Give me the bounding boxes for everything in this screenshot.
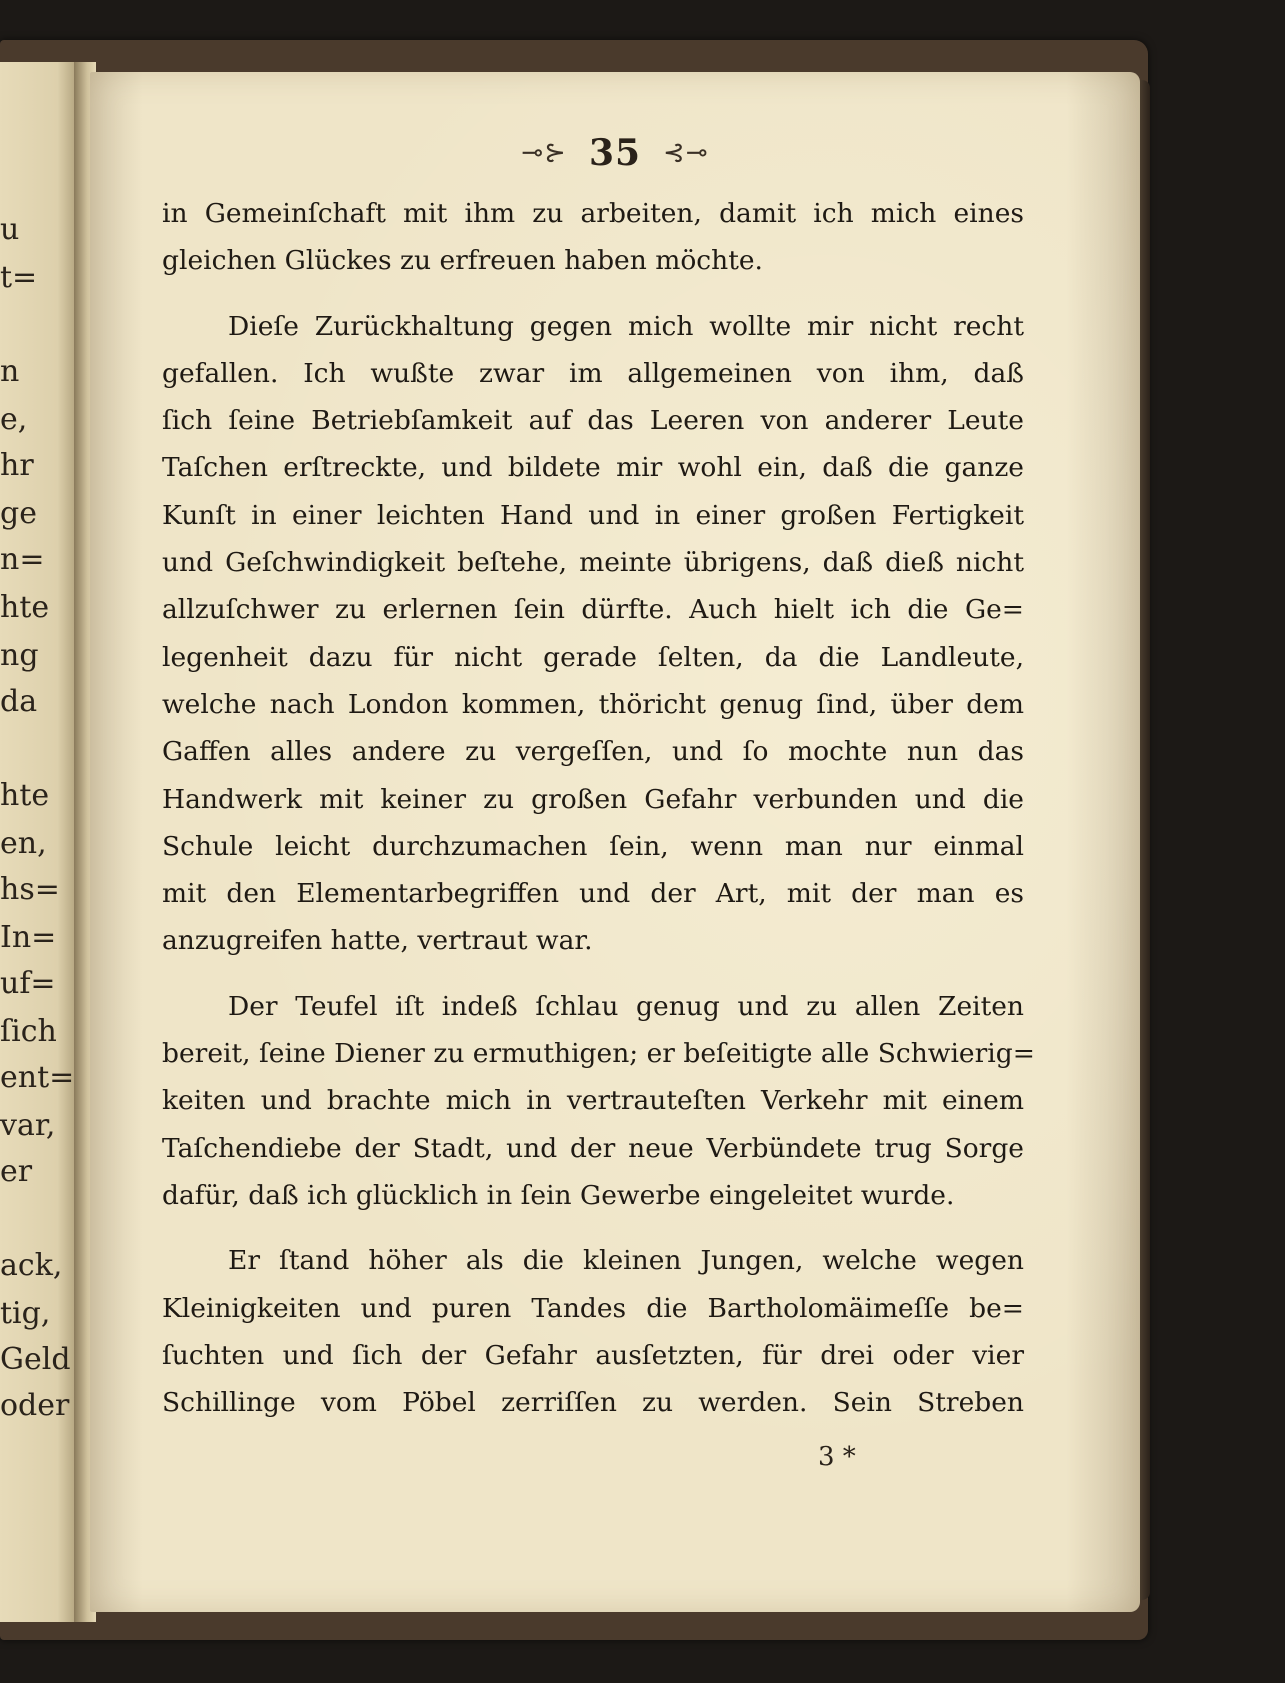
text-line: gleichen Glückes zu erfreuen haben möchte. — [162, 245, 763, 277]
text-line: allzuſchwer zu erlernen ſein dürfte. Auch hielt ich die Ge= — [162, 594, 1024, 626]
text-line: welche nach London kommen, thöricht genug ſind, über dem — [162, 688, 1024, 720]
text-line: Dieſe Zurückhaltung gegen mich wollte mir nicht recht — [228, 310, 1024, 342]
text-line: anzugreifen hatte, vertraut war. — [162, 925, 593, 957]
ornament-left-icon: ⊸⊱ — [521, 138, 567, 168]
left-fragment: uf= — [0, 966, 56, 1001]
text-line: Kleinigkeiten und puren Tandes die Bartholomäimeſſe be= — [162, 1292, 1024, 1324]
left-fragment: ng — [0, 638, 39, 673]
text-line: in Gemeinſchaft mit ihm zu arbeiten, damit ich mich eines — [162, 198, 1024, 229]
left-fragment: hs= — [0, 872, 60, 907]
left-fragment: u — [0, 212, 20, 247]
left-fragment: ſich — [0, 1014, 57, 1049]
page-body — [162, 190, 1035, 1426]
left-fragment: ack, — [0, 1248, 63, 1283]
text-line: Taſchen erſtreckte, und bildete mir wohl ein, daß die ganze — [162, 452, 1024, 484]
left-fragment: da — [0, 684, 38, 719]
left-fragment: var, — [0, 1108, 56, 1143]
left-page — [0, 62, 82, 1622]
text-line: ſich ſeine Betriebſamkeit auf das Leeren von anderer Leute — [162, 405, 1024, 437]
ornament-right-icon: ⊰⊸ — [663, 138, 709, 168]
page-number: 35 — [588, 132, 642, 174]
left-fragment: hr — [0, 448, 34, 483]
page-header — [90, 132, 1140, 174]
left-fragment: hte — [0, 590, 50, 625]
left-fragment: oder — [0, 1388, 70, 1423]
left-fragment: e, — [0, 402, 28, 437]
left-fragment: n= — [0, 542, 45, 577]
text-line: Er ſtand höher als die kleinen Jungen, welche wegen — [228, 1245, 1024, 1277]
left-fragment: en, — [0, 826, 47, 861]
text-line: Handwerk mit keiner zu großen Gefahr verbunden und die — [162, 783, 1024, 815]
text-line: Kunſt in einer leichten Hand und in einer großen Fertigkeit — [162, 499, 1024, 531]
text-line: Der Teufel iſt indeß ſchlau genug und zu allen Zeiten — [228, 990, 1024, 1022]
left-fragment: hte — [0, 778, 50, 813]
text-line: Taſchendiebe der Stadt, und der neue Verbündete trug Sorge — [162, 1132, 1024, 1164]
text-line: legenheit dazu für nicht gerade ſelten, da die Landleute, — [162, 641, 1024, 673]
left-fragment: Geld — [0, 1342, 71, 1377]
left-fragment: ent= — [0, 1060, 75, 1095]
left-fragment: er — [0, 1154, 33, 1189]
left-fragment: tig, — [0, 1296, 51, 1331]
text-line: dafür, daß ich glücklich in ſein Gewerbe eingeleitet wurde. — [162, 1179, 955, 1211]
text-line: gefallen. Ich wußte zwar im allgemeinen von ihm, daß — [162, 357, 1024, 389]
text-line: und Geſchwindigkeit beſtehe, meinte übrigens, daß dieß nicht — [162, 547, 1024, 579]
text-line: Schule leicht durchzumachen ſein, wenn man nur einmal — [162, 830, 1024, 862]
text-line: mit den Elementarbegriffen und der Art, mit der man es — [162, 878, 1024, 910]
text-line: Schillinge vom Pöbel zerriſſen zu werden. Sein Streben — [162, 1387, 1024, 1419]
text-line: keiten und brachte mich in vertrauteſten Verkehr mit einem — [162, 1085, 1024, 1117]
left-fragment: n — [0, 354, 20, 389]
left-fragment: t= — [0, 260, 38, 295]
left-fragment: In= — [0, 920, 57, 955]
signature-mark: 3 * — [818, 1442, 856, 1472]
left-fragment: ge — [0, 496, 37, 531]
right-page — [90, 72, 1140, 1612]
text-line: bereit, ſeine Diener zu ermuthigen; er beſeitigte alle Schwierig= — [162, 1038, 1035, 1070]
text-line: ſuchten und ſich der Gefahr ausſetzten, für drei oder vier — [162, 1339, 1024, 1371]
text-line: Gaffen alles andere zu vergeſſen, und ſo mochte nun das — [162, 736, 1024, 768]
